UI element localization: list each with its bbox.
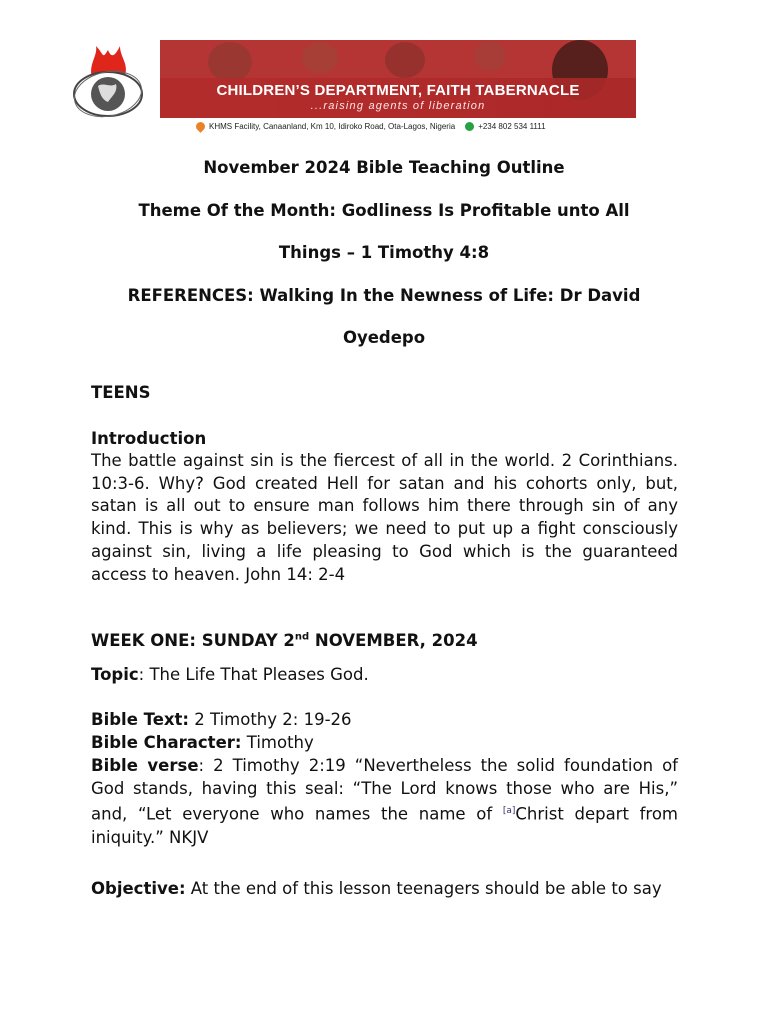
objective-value: At the end of this lesson teenagers should be able to say: [185, 879, 662, 898]
bible-character-line: [91, 732, 678, 755]
bible-text-line: [91, 709, 678, 732]
week-one-heading-sup: nd: [294, 631, 310, 643]
bible-verse-text-b: Christ depart from iniquity.” NKJV: [91, 804, 679, 847]
topic-value: : The Life That Pleases God.: [138, 665, 369, 684]
header-banner: [160, 40, 636, 118]
theme-line-1: Theme Of the Month: Godliness Is Profitable unto All: [138, 201, 630, 220]
bible-text-label: Bible Text:: [91, 710, 190, 729]
address-text: KHMS Facility, Canaanland, Km 10, Idiroko Road, Ota-Lagos, Nigeria: [209, 121, 456, 131]
week-one-heading: [91, 630, 678, 653]
theme-line-2: Things – 1 Timothy 4:8: [278, 243, 490, 262]
bible-text-value: 2 Timothy 2: 19-26: [189, 710, 352, 729]
bible-character-value: Timothy: [241, 733, 314, 752]
location-pin-icon: [194, 120, 207, 133]
bible-verse-paragraph: [91, 755, 678, 849]
outline-title: November 2024 Bible Teaching Outline: [203, 158, 565, 177]
bible-character-label: Bible Character:: [91, 733, 242, 752]
banner-title: CHILDREN’S DEPARTMENT, FAITH TABERNACLE: [216, 82, 580, 99]
bible-verse-label: Bible verse: [91, 756, 199, 775]
objective-label: Objective:: [91, 879, 186, 898]
address-line: [196, 119, 616, 133]
topic-label: Topic: [91, 665, 139, 684]
bible-verse-text-a: : 2 Timothy 2:19 “Nevertheless the solid foundation of God stands, having this seal: “The Lord knows those who are His,” and, “Let everyone who names the name of: [91, 756, 678, 824]
intro-body: The battle against sin is the fiercest of all in the world. 2 Corinthians. 10:3-6. Why? God created Hell for satan and his cohorts only, but, satan is all out to ensure man follows him there through sin of any kind. This is why as believers; we need to put up a fight consciously against sin, living a life pleasing to God which is the guaranteed access to heaven. John 14: 2-4: [91, 451, 678, 584]
whatsapp-icon: [465, 122, 474, 131]
church-logo-icon: [58, 42, 158, 120]
week-one-heading-suffix: NOVEMBER, 2024: [309, 631, 478, 650]
intro-heading: Introduction: [91, 429, 207, 448]
topic-line: [91, 664, 678, 687]
objective-paragraph: [91, 878, 678, 901]
references-line-1: REFERENCES: Walking In the Newness of Life: Dr David: [127, 286, 641, 305]
phone-text: +234 802 534 1111: [478, 121, 546, 131]
references-line-2: Oyedepo: [342, 328, 426, 347]
banner-subtitle: ...raising agents of liberation: [310, 100, 486, 112]
section-heading: TEENS: [91, 383, 151, 402]
footnote-link[interactable]: [a]: [502, 806, 516, 817]
week-one-heading-prefix: WEEK ONE: SUNDAY 2: [91, 631, 295, 650]
